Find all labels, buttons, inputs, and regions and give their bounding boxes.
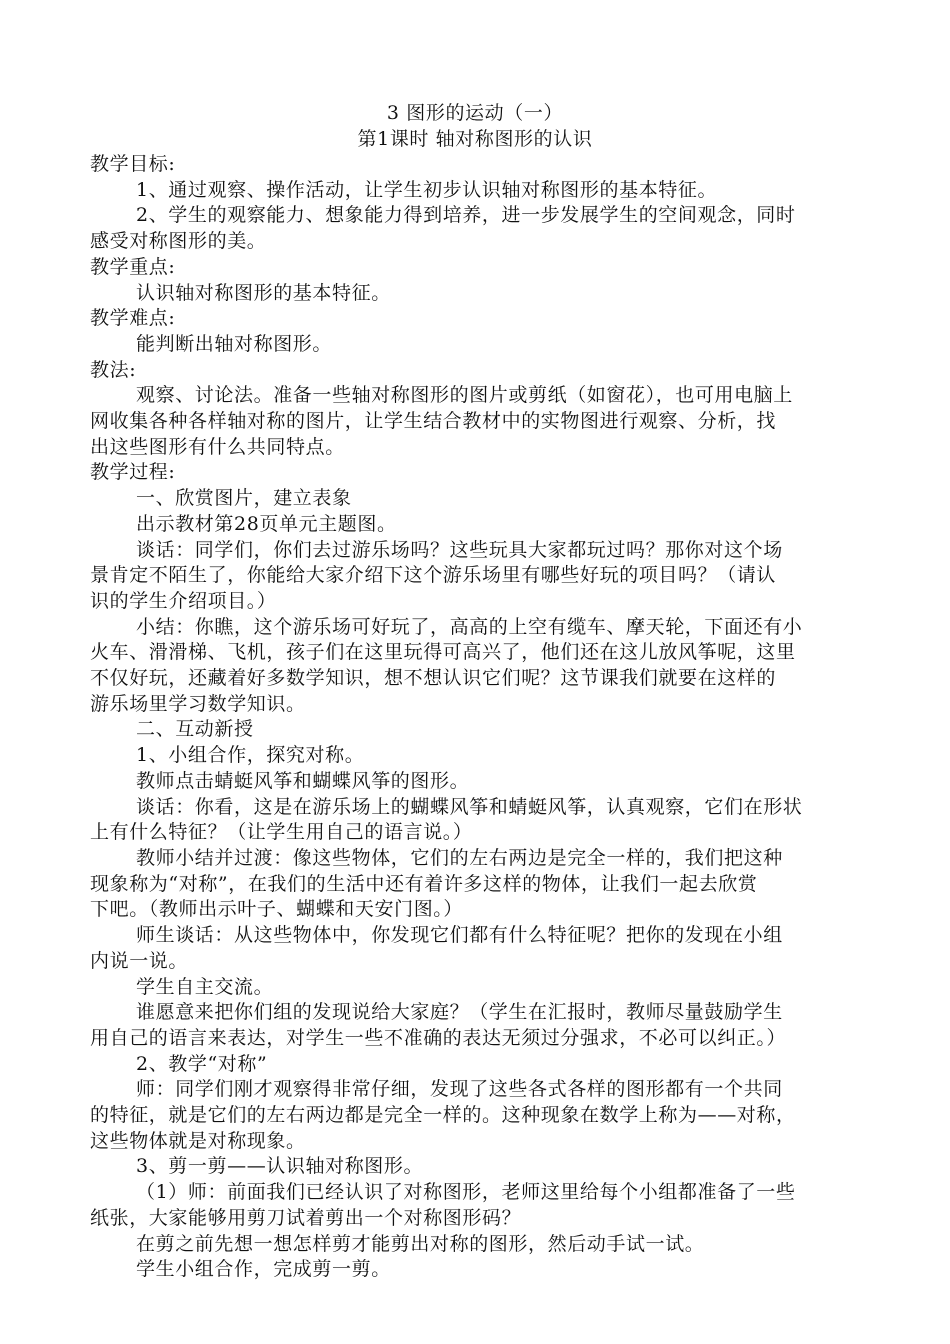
text-line: 出这些图形有什么共同特点。 — [90, 435, 345, 458]
text-line: 在剪之前先想一想怎样剪才能剪出对称的图形，然后动手试一试。 — [136, 1232, 705, 1255]
text-line: 师生谈话：从这些物体中，你发现它们都有什么特征呢？把你的发现在小组 — [136, 924, 783, 947]
text-line: 谈话：你看，这是在游乐场上的蝴蝶风筝和蜻蜓风筝，认真观察，它们在形状 — [136, 795, 803, 818]
text-line: 感受对称图形的美。 — [90, 230, 267, 253]
text-line: 游乐场里学习数学知识。 — [90, 692, 306, 715]
text-line: 一、欣赏图片，建立表象 — [136, 487, 352, 510]
text-line: 师：同学们刚才观察得非常仔细，发现了这些各式各样的图形都有一个共同 — [136, 1078, 783, 1101]
text-line: 这些物体就是对称现象。 — [90, 1129, 306, 1152]
text-line: 认识轴对称图形的基本特征。 — [136, 281, 391, 304]
text-line: 教师小结并过渡：像这些物体，它们的左右两边是完全一样的，我们把这种 — [136, 846, 783, 869]
text-line: 二、互动新授 — [136, 718, 254, 741]
document-body — [90, 152, 860, 1283]
text-line: 现象称为“对称”，在我们的生活中还有着许多这样的物体，让我们一起去欣赏 — [90, 872, 758, 895]
text-line: 教师点击蜻蜓风筝和蝴蝶风筝的图形。 — [136, 769, 470, 792]
text-line: 谈话：同学们，你们去过游乐场吗？这些玩具大家都玩过吗？那你对这个场 — [136, 538, 783, 561]
text-line: 内说一说。 — [90, 949, 189, 972]
text-line: 网收集各种各样轴对称的图片，让学生结合教材中的实物图进行观察、分析，找 — [90, 410, 777, 433]
document-title: 3 图形的运动（一） — [386, 102, 564, 124]
text-line: 2、教学“对称” — [136, 1052, 268, 1075]
text-line: 教学目标: — [90, 153, 176, 175]
text-line: 1、小组合作，探究对称。 — [136, 744, 365, 767]
text-line: 纸张，大家能够用剪刀试着剪出一个对称图形码？ — [90, 1206, 522, 1229]
text-line: 出示教材第28页单元主题图。 — [136, 512, 397, 535]
text-line: 的特征，就是它们的左右两边都是完全一样的。这种现象在数学上称为——对称， — [90, 1104, 796, 1127]
text-line: 能判断出轴对称图形。 — [136, 332, 333, 355]
text-line: 教法: — [90, 358, 137, 381]
text-line: 1、通过观察、操作活动，让学生初步认识轴对称图形的基本特征。 — [136, 178, 718, 201]
text-line: （1）师：前面我们已经认识了对称图形，老师这里给每个小组都准备了一些 — [136, 1181, 796, 1204]
document-subtitle: 第1课时 轴对称图形的认识 — [357, 128, 593, 150]
document-page — [90, 100, 860, 1283]
text-line: 教学重点: — [90, 255, 176, 278]
text-line: 教学过程: — [90, 461, 176, 484]
text-line: 小结：你瞧，这个游乐场可好玩了，高高的上空有缆车、摩天轮，下面还有小 — [136, 615, 803, 638]
text-line: 学生小组合作，完成剪一剪。 — [136, 1258, 391, 1281]
text-line: 下吧。（教师出示叶子、蝴蝶和天安门图。） — [90, 898, 464, 921]
text-line: 谁愿意来把你们组的发现说给大家庭？（学生在汇报时，教师尽量鼓励学生 — [136, 1001, 783, 1024]
text-line: 景肯定不陌生了，你能给大家介绍下这个游乐场里有哪些好玩的项目吗？（请认 — [90, 564, 777, 587]
text-line: 观察、讨论法。准备一些轴对称图形的图片或剪纸（如窗花），也可用电脑上 — [136, 384, 793, 407]
text-line: 教学难点: — [90, 307, 176, 330]
text-line: 识的学生介绍项目。） — [90, 589, 277, 612]
text-line: 用自己的语言来表达，对学生一些不准确的表达无须过分强求，不必可以纠正。） — [90, 1026, 787, 1049]
text-line: 2、学生的观察能力、想象能力得到培养，进一步发展学生的空间观念，同时 — [136, 204, 796, 227]
text-line: 火车、滑滑梯、飞机，孩子们在这里玩得可高兴了，他们还在这儿放风筝呢，这里 — [90, 641, 796, 664]
text-line: 上有什么特征？（让学生用自己的语言说。） — [90, 821, 473, 844]
text-line: 不仅好玩，还藏着好多数学知识，想不想认识它们呢？这节课我们就要在这样的 — [90, 667, 777, 690]
text-line: 3、剪一剪——认识轴对称图形。 — [136, 1155, 424, 1178]
text-line: 学生自主交流。 — [136, 975, 274, 998]
